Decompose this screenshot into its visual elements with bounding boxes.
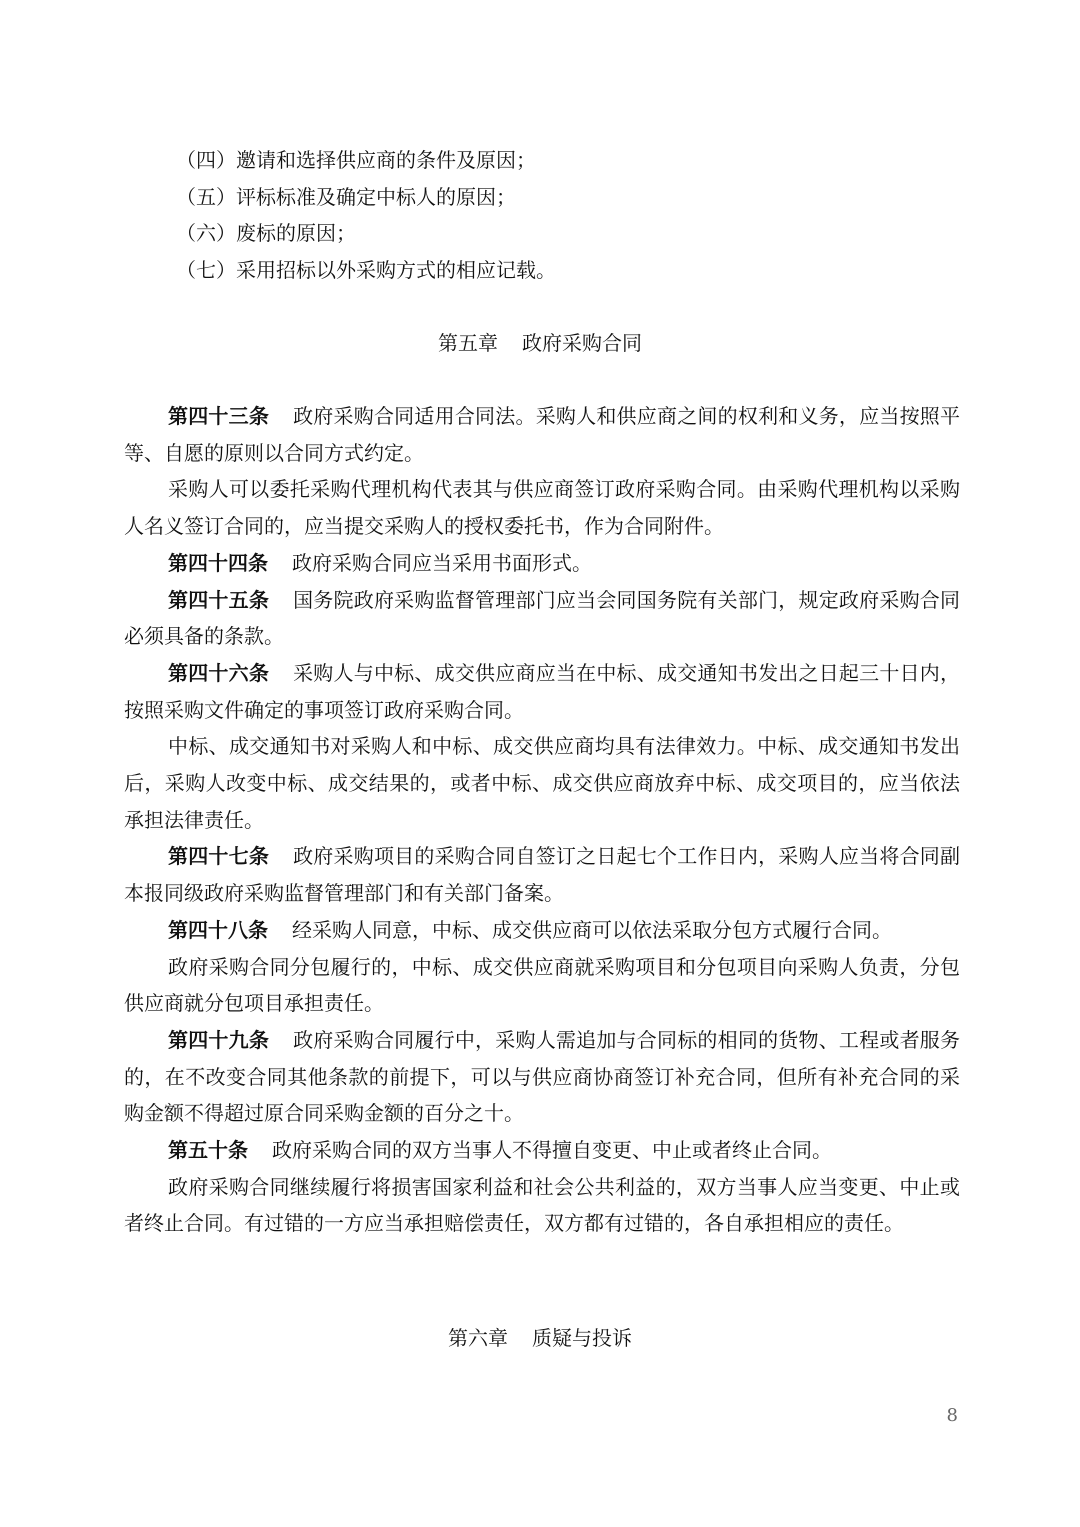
article-number: 第五十条 xyxy=(168,1138,248,1163)
article-number: 第四十三条 xyxy=(168,404,270,428)
article-text: 经采购人同意，中标、成交供应商可以依法采取分包方式履行合同。 xyxy=(292,917,892,942)
article-number: 第四十九条 xyxy=(168,1027,270,1052)
article-text: 政府采购合同应当采用书面形式。 xyxy=(292,550,592,575)
article-number: 第四十八条 xyxy=(168,917,268,942)
article-text: 政府采购合同继续履行将损害国家利益和社会公共利益的，双方当事人应当变更、中止或者终止合同。有过错的一方应当承担赔偿责任，双方都有过错的，各自承担相应的责任。 xyxy=(124,1174,960,1236)
article-number: 第四十六条 xyxy=(168,660,270,685)
article-paragraph xyxy=(124,545,960,582)
article-text: 政府采购项目的采购合同自签订之日起七个工作日内，采购人应当将合同副本报同级政府采购监督管理部门和有关部门备案。 xyxy=(124,844,961,906)
article-paragraph xyxy=(124,912,960,949)
article-paragraph xyxy=(124,1169,960,1242)
articles-body xyxy=(124,398,960,1242)
chapter-title: 政府采购合同 xyxy=(522,331,642,355)
record-item-list xyxy=(176,142,956,288)
article-text: 政府采购合同履行中，采购人需追加与合同标的相同的货物、工程或者服务的，在不改变合同其他条款的前提下，可以与供应商协商签订补充合同，但所有补充合同的采购金额不得超过原合同采购金额的百分之十。 xyxy=(124,1027,961,1126)
article-text: 政府采购合同适用合同法。采购人和供应商之间的权利和义务，应当按照平等、自愿的原则以合同方式约定。 xyxy=(124,404,961,465)
chapter-heading-5 xyxy=(0,325,1080,361)
article-text: 中标、成交通知书对采购人和中标、成交供应商均具有法律效力。中标、成交通知书发出后，采购人改变中标、成交结果的，或者中标、成交供应商放弃中标、成交项目的，应当依法承担法律责任。 xyxy=(124,734,960,832)
chapter-heading-6 xyxy=(0,1320,1080,1356)
chapter-number: 第六章 xyxy=(448,1326,508,1350)
article-number: 第四十七条 xyxy=(168,844,270,869)
list-item: （四）邀请和选择供应商的条件及原因； xyxy=(176,148,536,172)
article-number: 第四十四条 xyxy=(168,550,268,575)
article-text: 国务院政府采购监督管理部门应当会同国务院有关部门，规定政府采购合同必须具备的条款。 xyxy=(124,587,961,649)
article-text: 政府采购合同的双方当事人不得擅自变更、中止或者终止合同。 xyxy=(272,1138,832,1163)
article-number: 第四十五条 xyxy=(168,587,270,612)
article-paragraph xyxy=(124,949,960,1022)
chapter-title: 质疑与投诉 xyxy=(532,1326,632,1350)
list-item: （七）采用招标以外采购方式的相应记载。 xyxy=(176,257,556,282)
list-item: （六）废标的原因； xyxy=(176,221,356,245)
article-paragraph xyxy=(124,582,960,655)
article-paragraph xyxy=(124,655,960,728)
article-text: 政府采购合同分包履行的，中标、成交供应商就采购项目和分包项目向采购人负责，分包供应商就分包项目承担责任。 xyxy=(124,954,960,1016)
page-number: 8 xyxy=(946,1405,958,1426)
list-item: （五）评标标准及确定中标人的原因； xyxy=(176,184,516,209)
article-paragraph xyxy=(124,728,960,838)
chapter-number: 第五章 xyxy=(438,331,498,355)
article-paragraph xyxy=(124,398,960,471)
article-paragraph xyxy=(124,1022,960,1132)
article-text: 采购人与中标、成交供应商应当在中标、成交通知书发出之日起三十日内，按照采购文件确定的事项签订政府采购合同。 xyxy=(124,660,961,722)
article-paragraph xyxy=(124,838,960,911)
article-paragraph xyxy=(124,1132,960,1169)
article-text: 采购人可以委托采购代理机构代表其与供应商签订政府采购合同。由采购代理机构以采购人名义签订合同的，应当提交采购人的授权委托书，作为合同附件。 xyxy=(124,477,960,539)
article-paragraph xyxy=(124,471,960,544)
